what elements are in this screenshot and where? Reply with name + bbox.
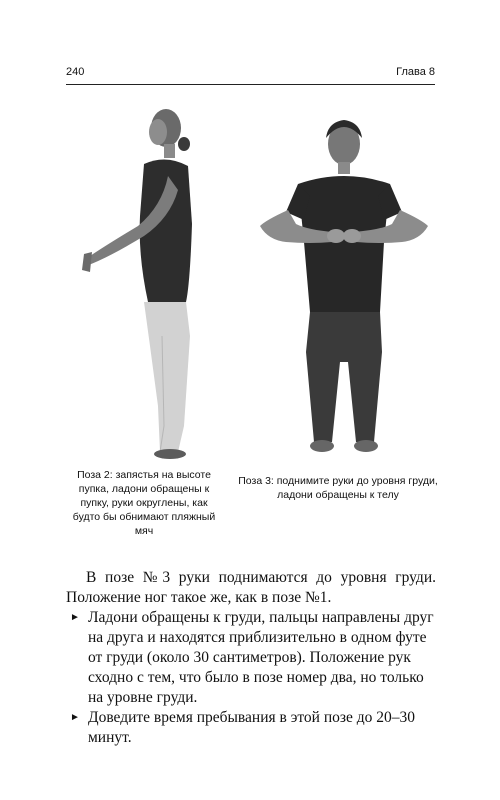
page-number: 240 — [66, 66, 85, 78]
figure-caption-pose-2: Поза 2: запястья на высоте пупка, ладони обращены к пупку, руки округлены, как будто бы обнимают пляжный мяч — [72, 469, 216, 537]
body-text — [66, 568, 436, 748]
paragraph: В позе №3 руки поднимаются до уровня груди. Положение ног такое же, как в позе №1. — [66, 569, 436, 606]
bullet-list — [66, 608, 436, 748]
bullet-text: Доведите время пребывания в этой позе до 20–30 минут. — [88, 709, 416, 746]
bullet-text: Ладони обращены к груди, пальцы направлены друг на друга и находятся приблизительно в одном футе от груди (около 30 сантиметров). Положение рук сходно с тем, что было в позе номер два, но только на уровне груди. — [88, 609, 434, 706]
running-header — [66, 66, 435, 85]
figure-caption-pose-3: Поза 3: поднимите руки до уровня груди, ладони обращены к телу — [238, 475, 438, 501]
bullet-marker-icon: ► — [70, 712, 80, 723]
list-item — [66, 608, 436, 708]
list-item — [66, 708, 436, 748]
bullet-marker-icon: ► — [70, 612, 80, 623]
chapter-label: Глава 8 — [396, 66, 435, 78]
pose-3-photo — [256, 112, 434, 464]
pose-2-photo — [78, 106, 208, 462]
